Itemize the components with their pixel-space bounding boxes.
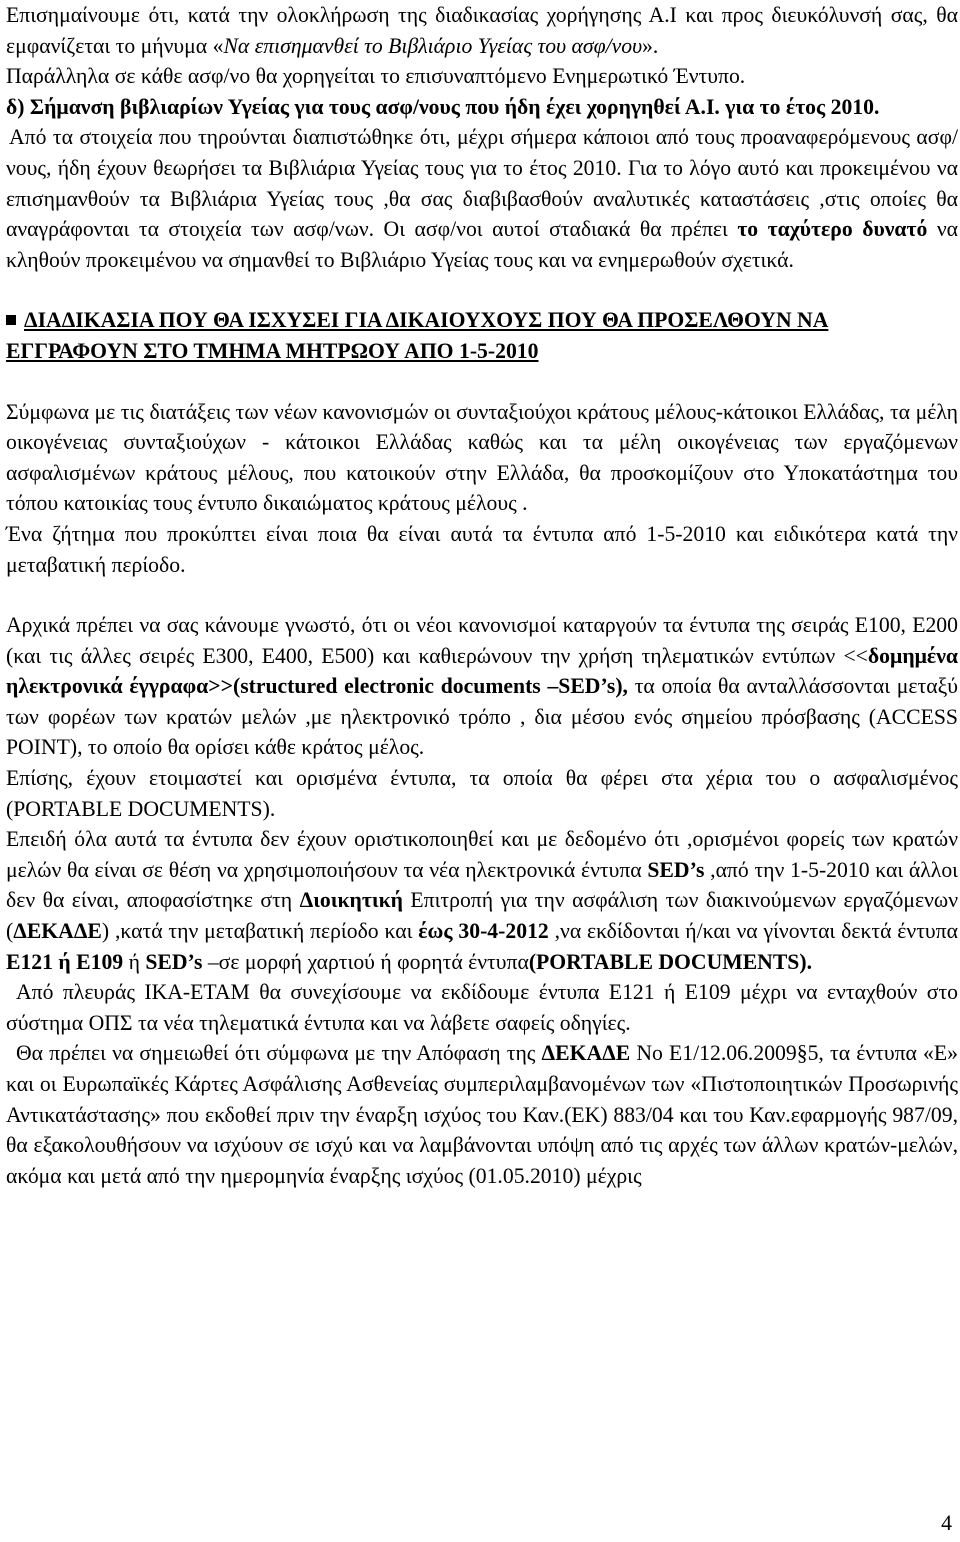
spacer bbox=[6, 275, 958, 305]
paragraph-ika: Από πλευράς ΙΚΑ-ΕΤΑΜ θα συνεχίσουμε να εκδίδουμε έντυπα Ε121 ή Ε109 μέχρι να ενταχθούν στο σύστημα ΟΠΣ τα νέα τηλεματικά έντυπα και να λάβετε σαφείς οδηγίες. bbox=[6, 980, 958, 1035]
paragraph-info-form: Παράλληλα σε κάθε ασφ/νο θα χορηγείται το επισυναπτόμενο Ενημερωτικό Έντυπο. bbox=[6, 64, 746, 89]
paragraph-issue: Ένα ζήτημα που προκύπτει είναι ποια θα είναι αυτά τα έντυπα από 1-5-2010 και ειδικότερα κατά την μεταβατική περίοδο. bbox=[6, 521, 958, 577]
paragraph-records: Από τα στοιχεία που τηρούνται διαπιστώθηκε ότι, μέχρι σήμερα κάποιοι από τους προαναφερόμενους ασφ/νους, ήδη έχουν θεωρήσει τα Βιβλιάρια Υγείας τους για το έτος 2010. Για το λόγο αυτό και προκειμένου να επισημανθούν τα Βιβλιάρια Υγείας τους ,θα σας διαβιβασθούν αναλυτικές καταστάσεις ,στις οποίες θα αναγράφονται τα στοιχεία των ασφ/νων. Οι ασφ/νοι αυτοί σταδιακά θα πρέπει το ταχύτερο δυνατό να κληθούν προκειμένου να σημανθεί το Βιβλιάριο Υγείας τους και να ενημερωθούν σχετικά. bbox=[6, 125, 958, 272]
bullet-square-icon bbox=[6, 315, 16, 325]
paragraph-portable: Επίσης, έχουν ετοιμαστεί και ορισμένα έντυπα, τα οποία θα φέρει στα χέρια του ο ασφαλισμένος (PORTABLE DOCUMENTS). bbox=[6, 766, 958, 821]
paragraph-regulations: Σύμφωνα με τις διατάξεις των νέων κανονισμών οι συνταξιούχοι κράτους μέλους-κάτοικοι Ελλάδας, τα μέλη οικογένειας συνταξιούχων - κάτοικοι Ελλάδας καθώς και τα μέλη οικογένειας των εργαζόμενων ασφαλισμένων κράτους μέλους, που κατοικούν στην Ελλάδα, θα προσκομίζουν στο Υποκατάστημα του τόπου κατοικίας τους έντυπο δικαιώματος κράτους μέλους . bbox=[6, 399, 958, 516]
paragraph-transition: Επειδή όλα αυτά τα έντυπα δεν έχουν οριστικοποιηθεί και με δεδομένο ότι ,ορισμένοι φορείς των κρατών μελών θα είναι σε θέση να χρησιμοποιήσουν τα νέα ηλεκτρονικά έντυπα SED’s ,από την 1-5-2010 και άλλοι δεν θα είναι, αποφασίστηκε στη Διοικητική Επιτροπή για την ασφάλιση των διακινούμενων εργαζόμενων (ΔΕΚΑΔΕ) ,κατά την μεταβατική περίοδο και έως 30-4-2012 ,να εκδίδονται ή/και να γίνονται δεκτά έντυπα Ε121 ή Ε109 ή SED’s –σε μορφή χαρτιού ή φορητά έντυπα(PORTABLE DOCUMENTS). bbox=[6, 827, 959, 974]
document-page bbox=[6, 0, 958, 1191]
paragraph-sed: Αρχικά πρέπει να σας κάνουμε γνωστό, ότι οι νέοι κανονισμοί καταργούν τα έντυπα της σειράς Ε100, Ε200 (και τις άλλες σειρές Ε300, Ε400, Ε500) και καθιερώνουν την χρήση τηλεματικών εντύπων <<δομημένα ηλεκτρονικά έγγραφα>>(structured electronic documents –SED’s), τα οποία θα ανταλλάσσονται μεταξύ των φορέων των κρατών μελών ,με ηλεκτρονικό τρόπο , δια μέσου ενός σημείου πρόσβασης (ACCESS POINT), το οποίο θα ορίσει κάθε κράτος μέλος. bbox=[6, 613, 959, 760]
paragraph-notice: Επισημαίνουμε ότι, κατά την ολοκλήρωση της διαδικασίας χορήγησης Α.Ι και προς διευκόλυνσή σας, θα εμφανίζεται το μήνυμα «Να επισημανθεί το Βιβλιάριο Υγείας του ασφ/νου». bbox=[6, 3, 958, 58]
spacer bbox=[6, 580, 958, 610]
section-heading-d: δ) Σήμανση βιβλιαρίων Υγείας για τους ασφ/νους που ήδη έχει χορηγηθεί Α.Ι. για το έτος 2010. bbox=[6, 94, 880, 119]
notice-message: Να επισημανθεί το Βιβλιάριο Υγείας του ασφ/νου bbox=[223, 33, 643, 58]
section-heading-procedure: ΔΙΑΔΙΚΑΣΙΑ ΠΟΥ ΘΑ ΙΣΧΥΣΕΙ ΓΙΑ ΔΙΚΑΙΟΥΧΟΥΣ ΠΟΥ ΘΑ ΠΡΟΣΕΛΘΟΥΝ ΝΑ ΕΓΓΡΑΦΟΥΝ ΣΤΟ ΤΜΗΜΑ ΜΗΤΡΩΟΥ ΑΠΟ 1-5-2010 bbox=[6, 308, 829, 363]
spacer bbox=[6, 367, 958, 397]
paragraph-decision: Θα πρέπει να σημειωθεί ότι σύμφωνα με την Απόφαση της ΔΕΚΑΔΕ Νο Ε1/12.06.2009§5, τα έντυπα «Ε» και οι Ευρωπαϊκές Κάρτες Ασφάλισης Ασθενείας συμπεριλαμβανομένων των «Πιστοποιητικών Προσωρινής Αντικατάστασης» που εκδοθεί πριν την έναρξη ισχύος του Καν.(ΕΚ) 883/04 και του Καν.εφαρμογής 987/09, θα εξακολουθήσουν να ισχύουν σε ισχύ και να λαμβάνονται υπόψη από τις αρχές των άλλων κρατών-μελών, ακόμα και μετά από την ημερομηνία έναρξης ισχύος (01.05.2010) μέχρις bbox=[6, 1041, 958, 1188]
page-number: 4 bbox=[941, 1511, 952, 1535]
